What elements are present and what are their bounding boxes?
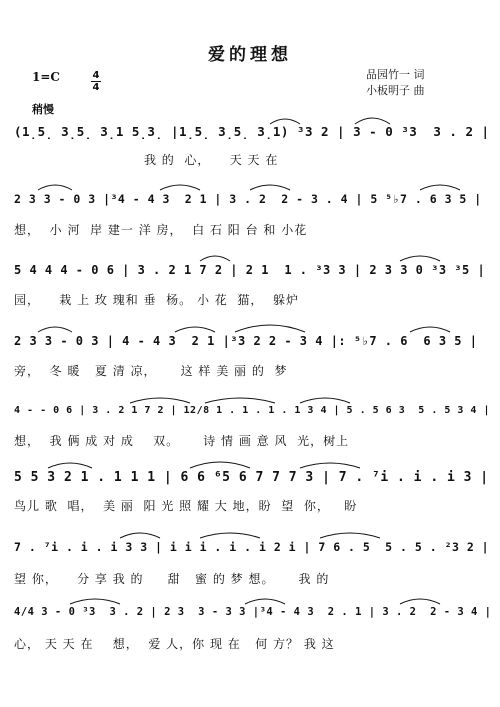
notation-line-8: 4/4 3 - 0 ³3 3 . 2 | 2 3 3 - 3 3 |³4 - 4 3 2 . 1 | 3 . 2 2 - 3 4 | xyxy=(14,606,492,618)
slur xyxy=(410,327,450,332)
slur xyxy=(420,185,460,190)
slur xyxy=(190,462,250,468)
slur xyxy=(200,533,260,538)
slur xyxy=(270,119,300,124)
slur xyxy=(245,599,285,604)
lyric-line-4: 旁， 冬 暖 夏 清 凉， 这 样 美 丽 的 梦 xyxy=(14,364,288,378)
slur xyxy=(355,118,390,124)
slur xyxy=(120,533,160,538)
slur xyxy=(38,327,72,332)
meter-top: 4 xyxy=(92,70,100,81)
lyric-line-2: 想， 小 河 岸 建一 洋 房， 白 石 阳 台 和 小花 xyxy=(14,223,308,237)
slur xyxy=(175,327,215,332)
lyricist-credit: 品园竹一 词 xyxy=(366,68,425,81)
slur xyxy=(400,256,440,261)
lyric-line-6: 鸟儿 歌 唱， 美 丽 阳 光 照 耀 大 地，盼 望 你， 盼 xyxy=(14,499,358,513)
notation-line-6: 5 5 3 2 1 . 1 1 1 | 6 6 ⁶5 6 7 7 7 3 | 7 . ⁷i . i . i 3 | xyxy=(14,470,489,485)
lyric-line-8: 心， 天 天 在 想， 爱 人，你 现 在 何 方？ 我 这 xyxy=(14,637,335,651)
notation-line-7: 7 . ⁷i . i . i 3 3 | i i i . i . i 2 i | 7 6 . 5 5 . 5 . ²3 2 | xyxy=(14,540,490,554)
slur xyxy=(160,185,200,190)
notation-line-3: 5 4 4 4 - 0 6 | 3 . 2 1 7 2 | 2 1 1 . ³3 3 | 2 3 3 0 ³3 ³5 | xyxy=(14,263,486,277)
slur xyxy=(250,185,290,190)
composer-credit: 小板明子 曲 xyxy=(366,84,425,97)
notation-line-4: 2 3 3 - 0 3 | 4 - 4 3 2 1 |³3 2 2 - 3 4 |: ⁵♭7 . 6 6 3 5 | xyxy=(14,334,478,348)
slur xyxy=(300,398,350,403)
notation-line-5: 4 - - 0 6 | 3 . 2 1 7 2 | 12/8 1 . 1 . 1 . 1 3 4 | 5 . 5 6 3 5 . 5 3 4 | xyxy=(14,405,490,416)
lyric-line-3: 园， 栽 上 玫 瑰和 垂 杨。 小 花 猫， 躲炉 xyxy=(14,293,300,307)
slur xyxy=(48,463,92,468)
slur xyxy=(205,398,275,403)
lyric-line-5: 想， 我 俩 成 对 成 双。 诗 情 画 意 风 光，树上 xyxy=(14,434,350,448)
key-signature: 1=C xyxy=(32,70,60,84)
lyric-line-7: 望 你， 分 享 我 的 甜 蜜 的 梦 想。 我 的 xyxy=(14,572,330,586)
slur xyxy=(300,463,360,468)
slur xyxy=(70,599,120,604)
notation-line-2: 2 3 3 - 0 3 |³4 - 4 3 2 1 | 3 . 2 2 - 3 . 4 | 5 ⁵♭7 . 6 3 5 | xyxy=(14,192,482,206)
slur xyxy=(200,256,230,261)
slur xyxy=(320,533,380,538)
slur xyxy=(38,185,72,190)
notation-line-1: (1̣5̣ 3̣5̣ 3̣1 5̣3̣ |1̣5̣ 3̣5̣ 3̣1) ³3 2 | 3 - 0 ³3 3 . 2 | xyxy=(14,124,490,139)
slur xyxy=(400,599,440,604)
slur xyxy=(130,398,190,403)
slur xyxy=(235,325,305,332)
tempo-marking: 稍慢 xyxy=(32,103,54,116)
song-title: 爱的理想 xyxy=(208,45,292,65)
meter-bottom: 4 xyxy=(92,82,100,93)
lyric-line-1: 我 的 心， 天 天 在 xyxy=(14,153,279,167)
